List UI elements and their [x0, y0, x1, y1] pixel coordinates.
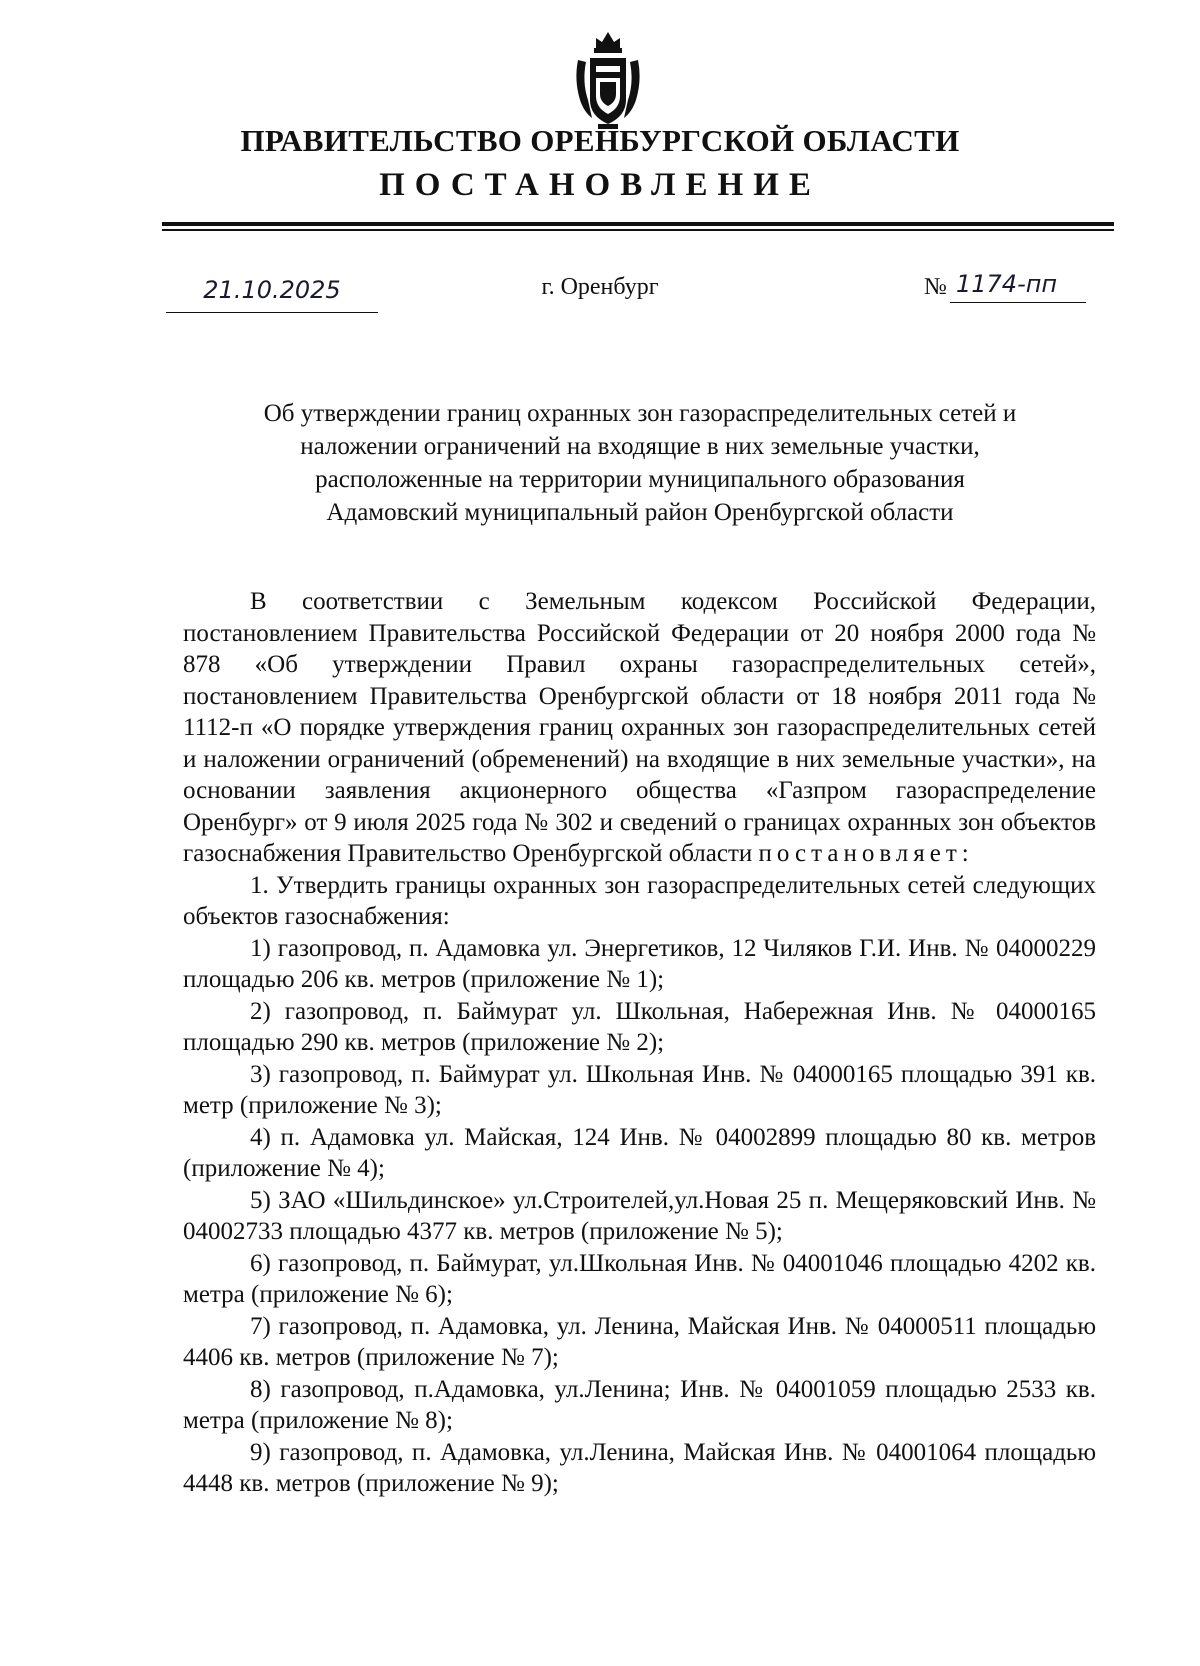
subject-line: Адамовский муниципальный район Оренбургской области	[326, 499, 954, 526]
clause-paragraph: 1. Утвердить границы охранных зон газораспределительных сетей следующих объектов газоснабжения:	[183, 871, 1096, 930]
document-subject	[180, 397, 1100, 529]
subject-line: Об утверждении границ охранных зон газораспределительных сетей и	[263, 400, 1017, 427]
preamble-text: В соответствии с Земельным кодексом Российской Федерации, постановлением Правительства Российской Федерации от 20 ноября 2000 года № 878 «Об утверждении Правил охраны газораспределительных сетей», постановлением Правительства Оренбургской области от 18 ноября 2011 года № 1112-п «О порядке утверждения границ охранных зон газораспределительных сетей и наложении ограничений (обременений) на входящие в них земельные участки», на основании заявления акционерного общества «Газпром газораспределение Оренбург» от 9 июля 2025 года № 302 и сведений о границах охранных зон объектов газоснабжения Правительство Оренбургской области	[183, 588, 1096, 867]
list-item: 9) газопровод, п. Адамовка, ул.Ленина, Майская Инв. № 04001064 площадью 4448 кв. метров (приложение № 9);	[183, 1438, 1096, 1497]
subject-line: наложении ограничений на входящие в них земельные участки,	[300, 433, 980, 460]
government-title: ПРАВИТЕЛЬСТВО ОРЕНБУРГСКОЙ ОБЛАСТИ	[240, 123, 960, 158]
list-item: 4) п. Адамовка ул. Майская, 124 Инв. № 04002899 площадью 80 кв. метров (приложение № 4);	[183, 1123, 1096, 1182]
document-body	[183, 586, 1096, 1500]
document-city: г. Оренбург	[541, 274, 659, 300]
header-divider-thin	[162, 229, 1114, 231]
header-divider-thick	[162, 222, 1114, 226]
list-item: 1) газопровод, п. Адамовка ул. Энергетиков, 12 Чиляков Г.И. Инв. № 04000229 площадью 206 кв. метров (приложение № 1);	[183, 934, 1096, 993]
list-item: 5) ЗАО «Шильдинское» ул.Строителей,ул.Новая 25 п. Мещеряковский Инв. № 04002733 площадью 4377 кв. метров (приложение № 5);	[183, 1186, 1096, 1245]
preamble-paragraph	[183, 586, 1096, 870]
coat-of-arms-icon	[572, 30, 644, 130]
document-type-title: ПОСТАНОВЛЕНИЕ	[379, 167, 821, 203]
document-number-label: №	[924, 274, 947, 300]
list-item: 6) газопровод, п. Баймурат, ул.Школьная Инв. № 04001046 площадью 4202 кв. метра (приложение № 6);	[183, 1249, 1096, 1308]
document-date: 21.10.2025	[166, 272, 378, 313]
list-item: 8) газопровод, п.Адамовка, ул.Ленина; Инв. № 04001059 площадью 2533 кв. метра (приложение № 8);	[183, 1375, 1096, 1434]
document-number: 1174-пп	[950, 268, 1086, 303]
list-item: 3) газопровод, п. Баймурат ул. Школьная Инв. № 04000165 площадью 391 кв. метр (приложение № 3);	[183, 1060, 1096, 1119]
list-item: 2) газопровод, п. Баймурат ул. Школьная, Набережная Инв. № 04000165 площадью 290 кв. метров (приложение № 2);	[183, 997, 1096, 1056]
subject-line: расположенные на территории муниципального образования	[315, 466, 965, 493]
decree-word: постановляет:	[758, 840, 974, 867]
list-item: 7) газопровод, п. Адамовка, ул. Ленина, Майская Инв. № 04000511 площадью 4406 кв. метров (приложение № 7);	[183, 1312, 1096, 1371]
